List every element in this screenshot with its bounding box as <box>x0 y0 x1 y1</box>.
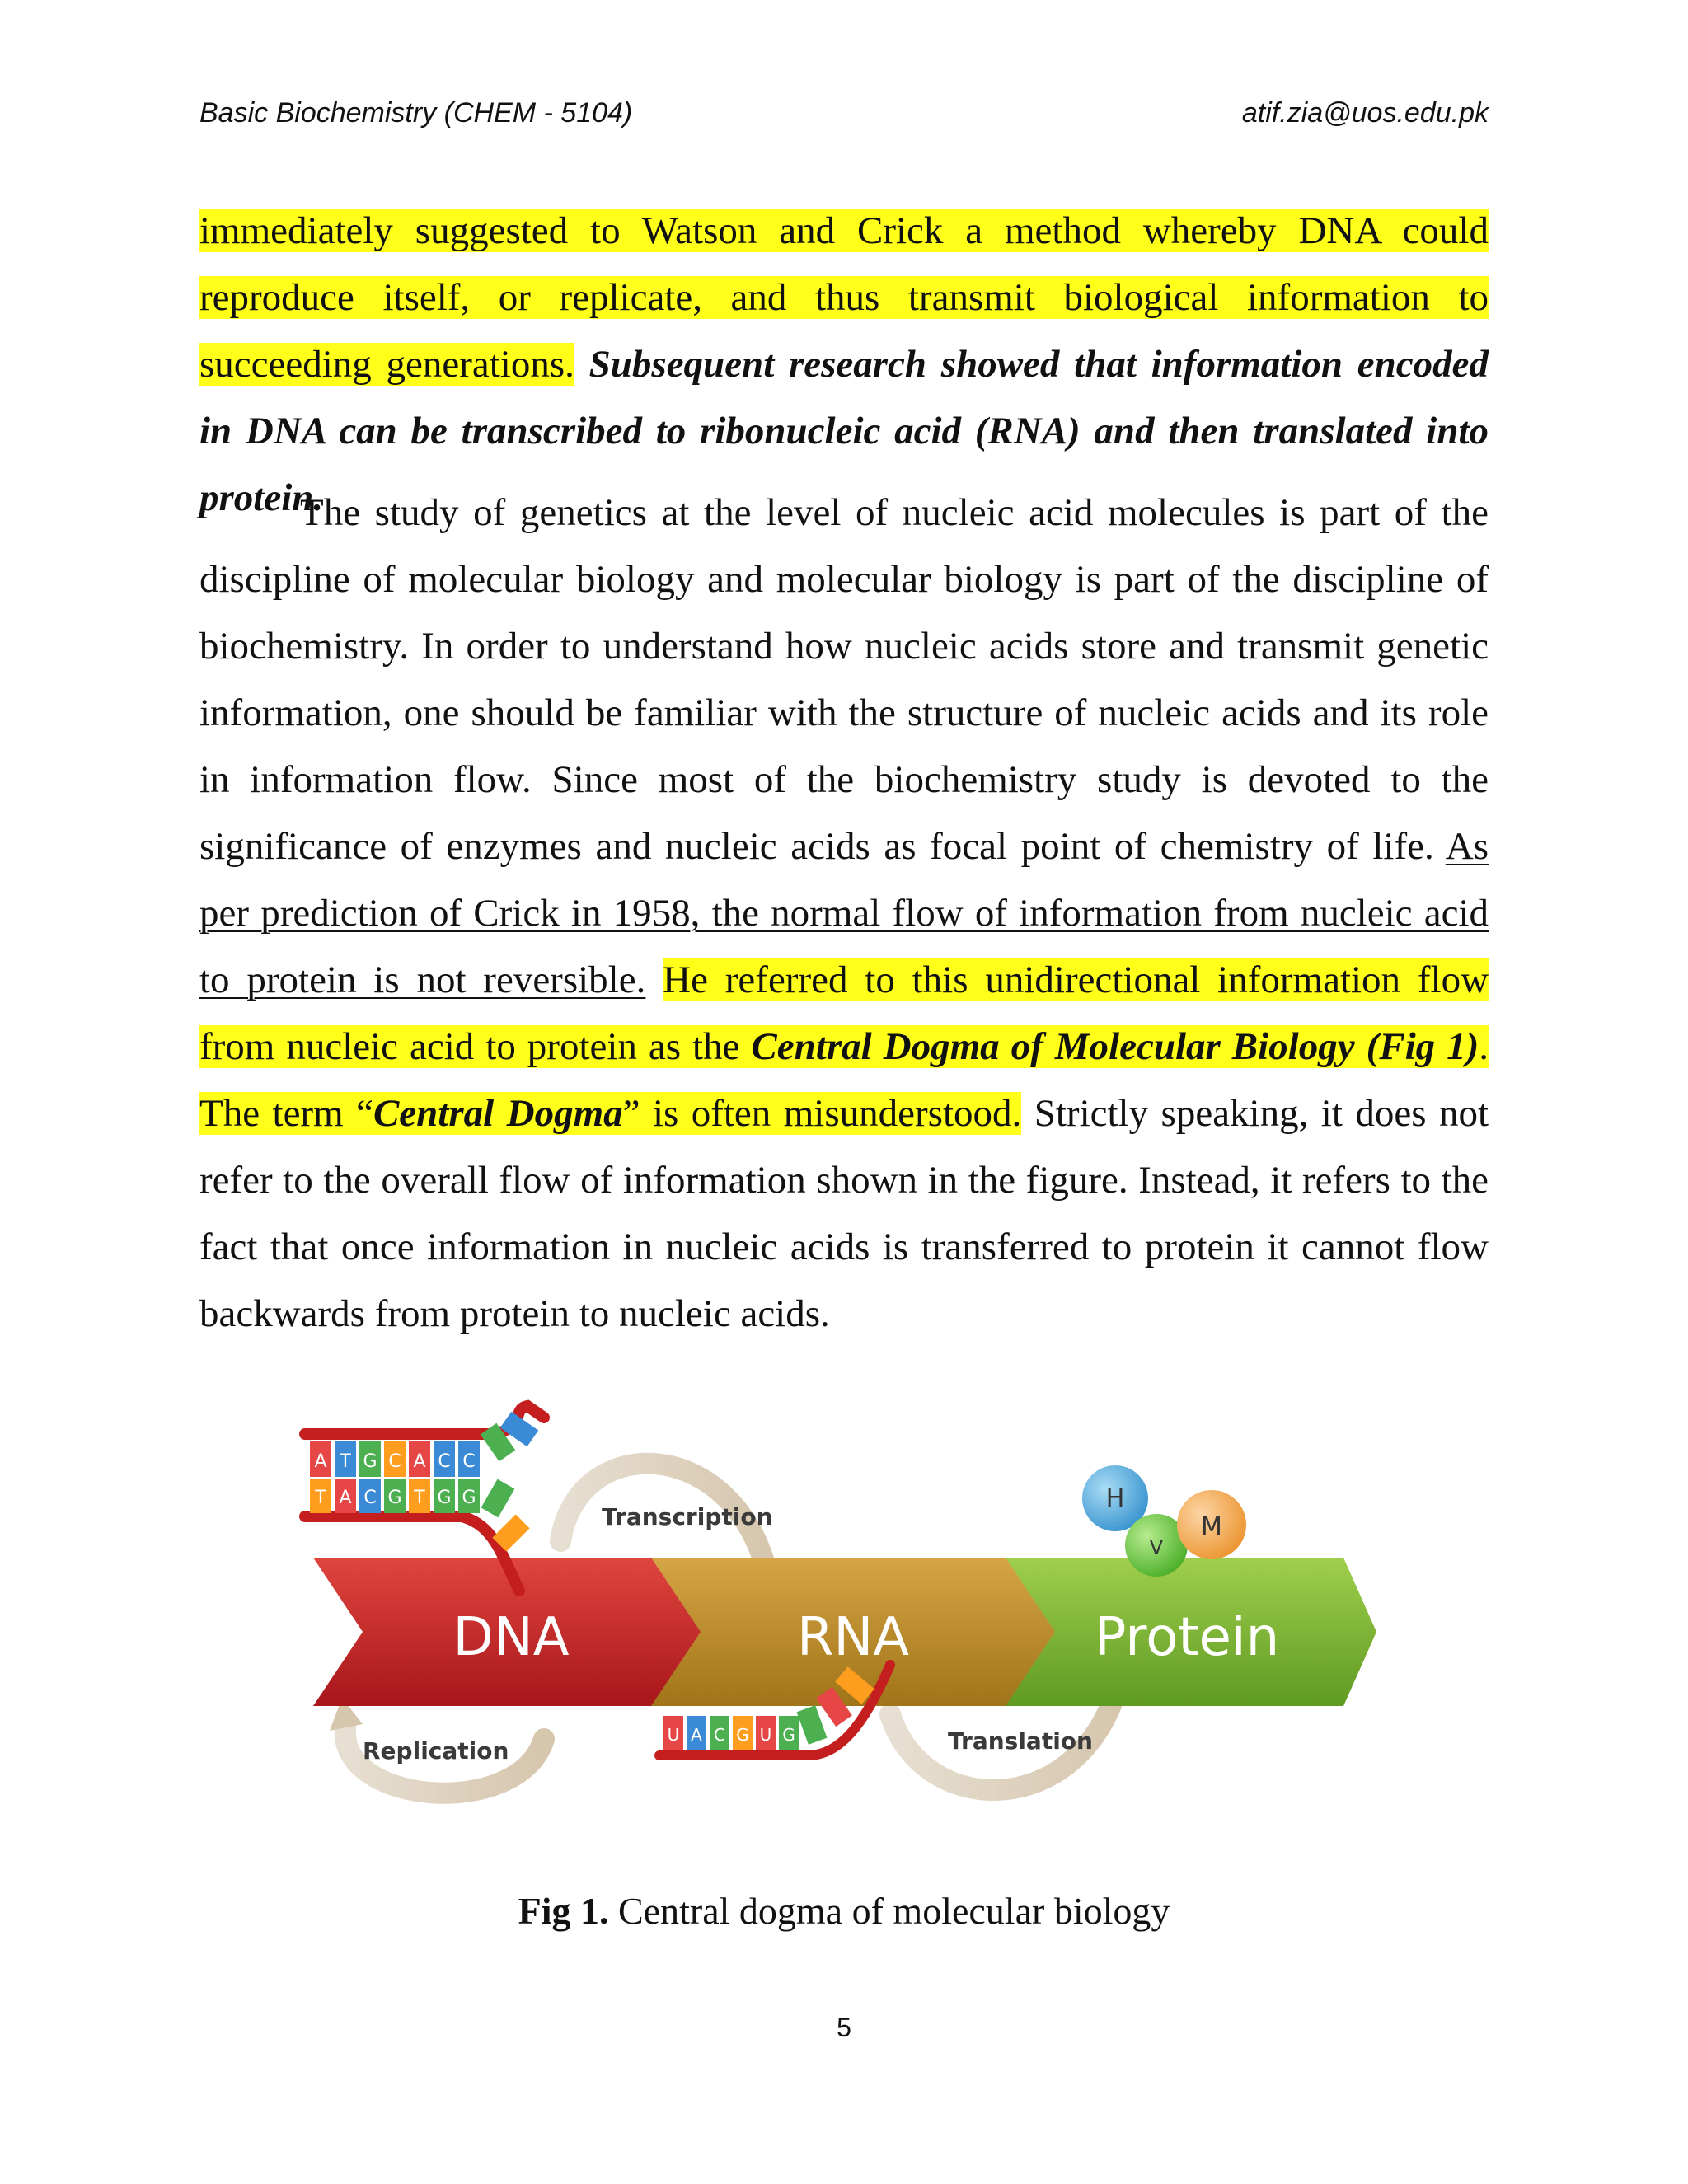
dna-top-base-label: C <box>438 1451 451 1472</box>
rna-base-label: G <box>782 1725 795 1745</box>
author-email: atif.zia@uos.edu.pk <box>1241 97 1489 129</box>
amino-acid-m-label: M <box>1201 1512 1222 1541</box>
amino-acid-v-label: V <box>1149 1536 1164 1559</box>
central-dogma-figure <box>297 1393 1385 1821</box>
highlight-e: ” is often misunderstood. <box>622 1092 1022 1135</box>
dna-top-bases <box>310 1441 480 1477</box>
dna-bottom-base-label: T <box>414 1488 425 1508</box>
dna-bottom-bases <box>310 1479 480 1513</box>
dna-top-base-label: A <box>413 1451 426 1472</box>
paragraph-2-intro: The study of genetics at the level of nucleic acid molecules is part of the discipline of molecular biology and molecular biology is part of the discipline of biochemistry. In order to understand how nucleic acids store and transmit genetic information, one should be familiar with the structure of nucleic acids and its role in information flow. Since most of the biochemistry study is devoted to the significance of enzymes and nucleic acids as focal point of chemistry of life. <box>199 491 1489 868</box>
highlight-c: . The term “ <box>199 1025 1489 1135</box>
translation-label: Translation <box>948 1727 1093 1755</box>
course-title: Basic Biochemistry (CHEM - 5104) <box>199 97 633 129</box>
highlight-a: He referred to this unidirectional information flow from nucleic acid to protein as the <box>199 958 1489 1068</box>
dna-top-base-label: C <box>388 1451 401 1472</box>
rna-base-label: G <box>736 1725 749 1745</box>
dna-bottom-base-label: G <box>387 1488 402 1508</box>
page-header <box>199 97 1489 143</box>
highlighted-text: immediately suggested to Watson and Crick a method whereby DNA could reproduce itself, or replicate, and thus transmit biological information to succeeding generations. <box>199 209 1489 386</box>
figure-caption <box>0 1889 1688 1933</box>
rna-base-label: A <box>691 1725 702 1745</box>
replication-label: Replication <box>363 1737 509 1765</box>
dna-bottom-base-label: G <box>462 1488 476 1508</box>
page-number: 5 <box>837 2013 851 2042</box>
dna-bottom-base-label: C <box>363 1488 377 1508</box>
dna-top-base-label: T <box>340 1451 351 1472</box>
highlight-central-dogma-term: Central Dogma <box>373 1092 623 1135</box>
bold-italic-statement: Subsequent research showed that information encoded in DNA can be transcribed to ribonucleic acid (RNA) and then translated into protein. <box>199 343 1489 519</box>
dna-top-base-label: A <box>314 1451 327 1472</box>
rna-label: RNA <box>796 1607 910 1668</box>
rna-base-label: C <box>714 1725 725 1745</box>
protein-label: Protein <box>1094 1607 1280 1668</box>
underlined-text: As per prediction of Crick in 1958, the normal flow of information from nucleic acid to protein is not reversible. <box>199 825 1489 1001</box>
dna-label: DNA <box>452 1607 570 1668</box>
figure-caption-text: Central dogma of molecular biology <box>618 1890 1170 1932</box>
paragraph-2-rest: Strictly speaking, it does not refer to the overall flow of information shown in the figure. Instead, it refers to the fact that once information in nucleic acids is transferred to protein it cannot flow backwards from protein to nucleic acids. <box>199 1092 1489 1335</box>
rna-base <box>797 1705 828 1745</box>
central-dogma-diagram <box>297 1393 1385 1821</box>
dna-bottom-base-label: G <box>437 1488 452 1508</box>
dna-base <box>481 1479 515 1518</box>
dna-top-base-label: C <box>462 1451 476 1472</box>
dna-bottom-base-label: T <box>315 1488 326 1508</box>
paragraph-2 <box>199 480 1489 1347</box>
figure-caption-label: Fig 1. <box>518 1890 609 1932</box>
rna-base-label: U <box>759 1725 772 1745</box>
highlight-central-dogma-title: Central Dogma of Molecular Biology (Fig 1) <box>751 1025 1479 1068</box>
transcription-label: Transcription <box>602 1503 773 1530</box>
dna-bottom-base-label: A <box>339 1488 352 1508</box>
rna-base-label: U <box>667 1725 680 1745</box>
dna-top-base-label: G <box>363 1451 377 1472</box>
amino-acid-h-label: H <box>1105 1484 1125 1513</box>
